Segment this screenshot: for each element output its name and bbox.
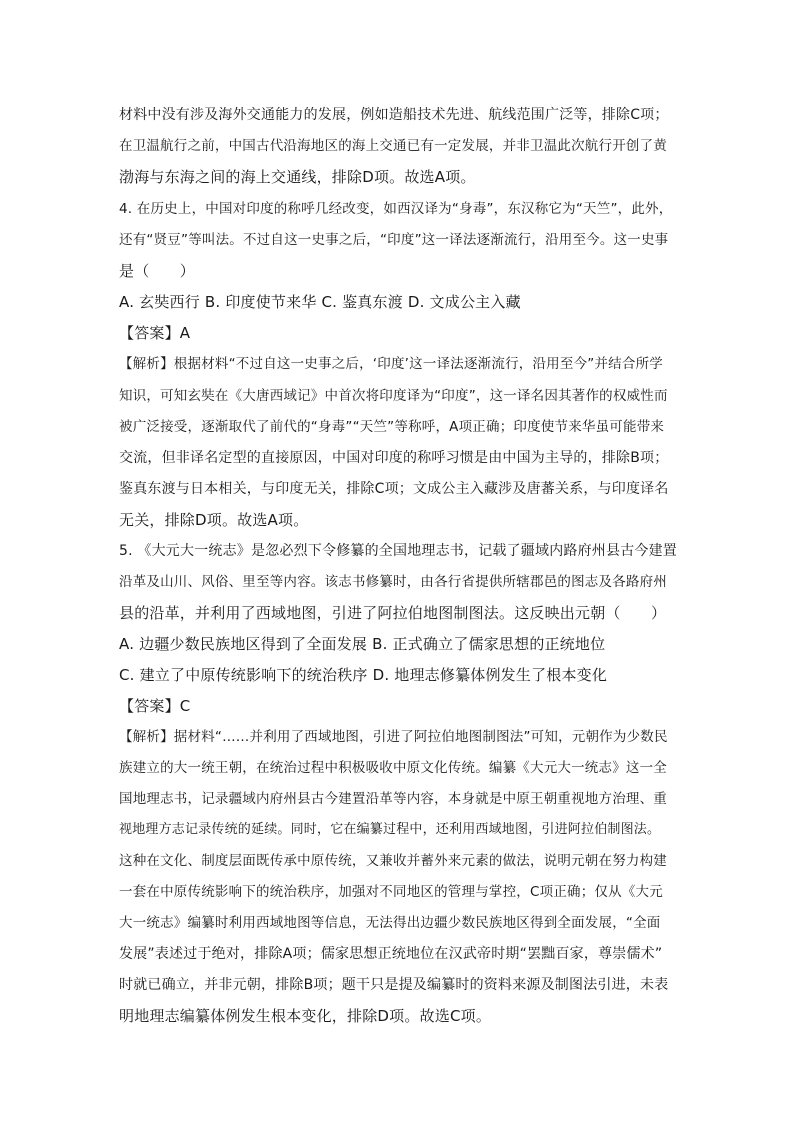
analysis-line: 视地理方志记录传统的延续。同时，它在编纂过程中，还利用西域地图，引进阿拉伯制图法。 bbox=[119, 822, 661, 837]
question-4-line: 是（ ） bbox=[119, 262, 196, 280]
text-line: 在卫温航行之前，中国古代沿海地区的海上交通已有一定发展，并非卫温此次航行开创了黄 bbox=[119, 138, 667, 154]
analysis-line: 这种在文化、制度层面既传承中原传统，又兼收并蓄外来元素的做法，说明元朝在努力构建 bbox=[119, 853, 667, 869]
analysis-line: 交流，但非译名定型的直接原因，中国对印度的称呼习惯是由中国为主导的，排除B项； bbox=[119, 450, 669, 466]
analysis-line: 族建立的大一统王朝，在统治过程中积极吸收中原文化传统。编纂《大元大一统志》这一全 bbox=[119, 760, 667, 776]
analysis-line: 国地理志书，记录疆域内府州县古今建置沿革等内容，本身就是中原王朝重视地方治理、重 bbox=[119, 791, 667, 807]
analysis-line: 【解析】根据材料“不过自这一史事之后，‘印度’这一译法逐渐流行，沿用至今”并结合所学 bbox=[119, 356, 663, 372]
answer-label: 【答案】A bbox=[119, 324, 191, 342]
question-4-line: 4. 在历史上，中国对印度的称呼几经改变，如西汉译为“身毒”，东汉称它为“天竺”，此外， bbox=[119, 201, 673, 217]
analysis-line: 被广泛接受，逐渐取代了前代的“身毒”“天竺”等称呼，A项正确；印度使节来华虽可能带来 bbox=[119, 419, 665, 435]
question-5-line: 5. 《大元大一统志》是忽必烈下令修纂的全国地理志书，记载了疆域内路府州县古今建置 bbox=[119, 543, 678, 559]
analysis-line: 【解析】据材料“……并利用了西域地图，引进了阿拉伯地图制图法”可知，元朝作为少数民 bbox=[119, 729, 668, 745]
question-5-line: 县的沿革，并利用了西域地图，引进了阿拉伯地图制图法。这反映出元朝（ ） bbox=[119, 604, 667, 622]
text-line: 材料中没有涉及海外交通能力的发展，例如造船技术先进、航线范围广泛等，排除C项； bbox=[119, 107, 669, 123]
analysis-line: 大一统志》编纂时利用西域地图等信息，无法得出边疆少数民族地区得到全面发展，“全面 bbox=[119, 915, 661, 931]
analysis-line: 鉴真东渡与日本相关，与印度无关，排除C项；文成公主入藏涉及唐蕃关系，与印度译名 bbox=[119, 481, 669, 497]
analysis-line: 无关，排除D项。故选A项。 bbox=[119, 511, 309, 529]
question-5-options: A. 边疆少数民族地区得到了全面发展 B. 正式确立了儒家思想的正统地位 bbox=[119, 635, 606, 653]
answer-label: 【答案】C bbox=[119, 697, 191, 715]
analysis-line: 发展”表述过于绝对，排除A项；儒家思想正统地位在汉武帝时期“罢黜百家，尊崇儒术” bbox=[119, 946, 663, 962]
text-line: 渤海与东海之间的海上交通线，排除D项。故选A项。 bbox=[119, 168, 476, 186]
analysis-line: 知识，可知玄奘在《大唐西域记》中首次将印度译为“印度”，这一译名因其著作的权威性而 bbox=[119, 388, 668, 404]
question-4-line: 还有“贤豆”等叫法。不过自这一史事之后，“印度”这一译法逐渐流行，沿用至今。这一史事 bbox=[119, 232, 669, 248]
analysis-line: 一套在中原传统影响下的统治秩序，加强对不同地区的管理与掌控，C项正确；仅从《大元 bbox=[119, 884, 663, 900]
analysis-line: 明地理志编纂体例发生根本变化，排除D项。故选C项。 bbox=[119, 1007, 492, 1025]
question-4-options: A. 玄奘西行 B. 印度使节来华 C. 鉴真东渡 D. 文成公主入藏 bbox=[119, 293, 521, 311]
analysis-line: 时就已确立，并非元朝，排除B项；题干只是提及编纂时的资料来源及制图法引进，未表 bbox=[119, 977, 669, 993]
question-5-line: 沿革及山川、风俗、里至等内容。该志书修纂时，由各行省提供所辖郡邑的图志及各路府州 bbox=[119, 574, 667, 590]
question-5-options: C. 建立了中原传统影响下的统治秩序 D. 地理志修纂体例发生了根本变化 bbox=[119, 666, 608, 684]
